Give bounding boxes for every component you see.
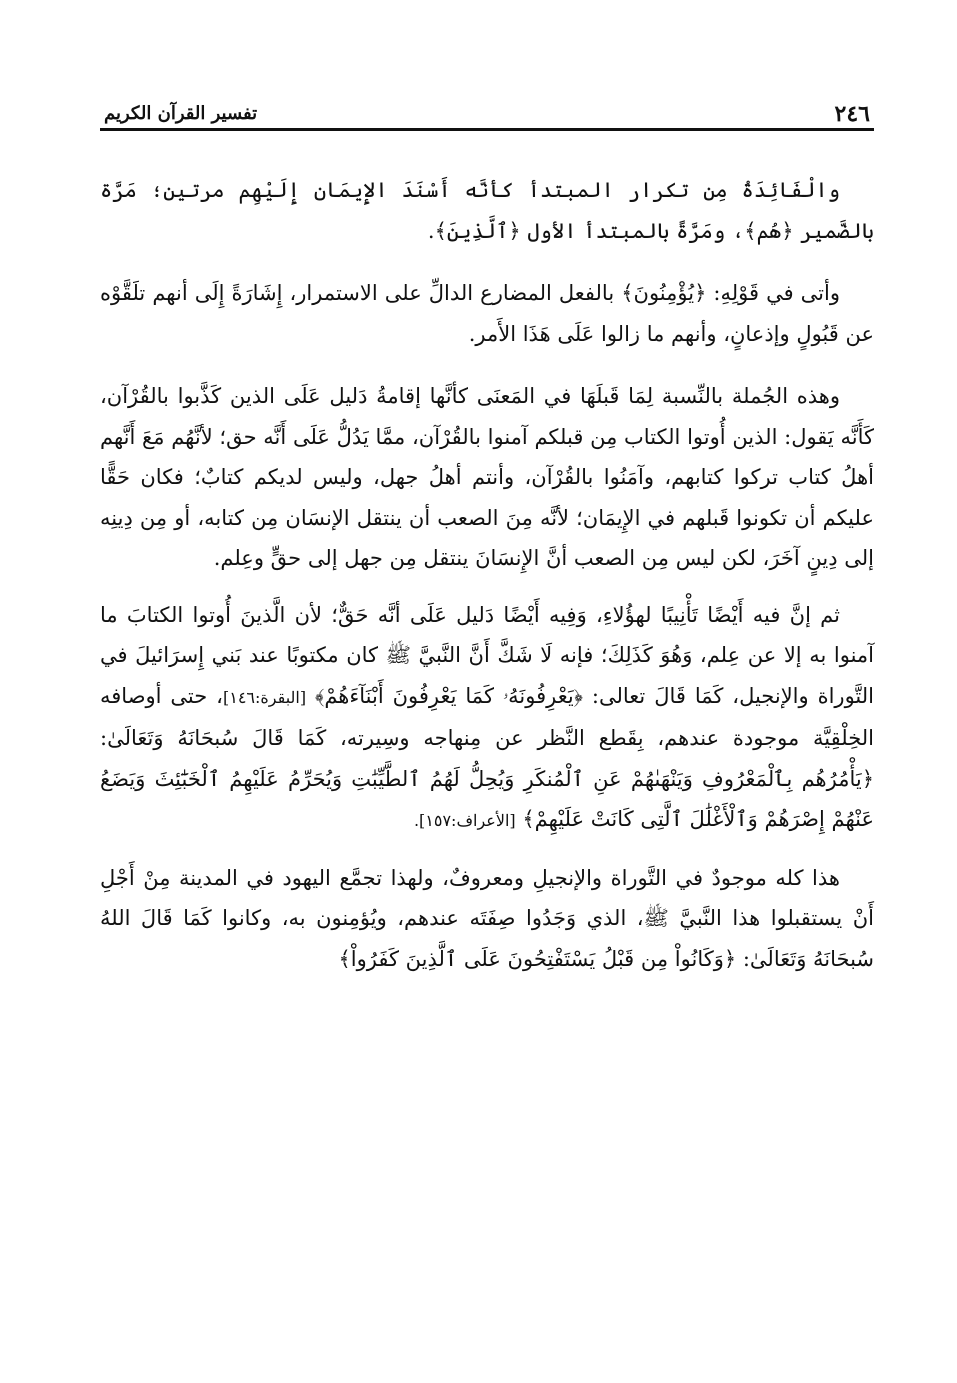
page-header — [100, 96, 874, 131]
running-title: تفسير القرآن الكريم — [104, 103, 258, 124]
paragraph-1: والْفَائِدَةُ مِن تكرار المبتدأ كأنَّه أَسْنَدَ الإِيمَان إِلَيْهِم مرتين؛ مَرَّة بالضَّمير ﴿هُم﴾، ومَرَّةً بالمبتدأ الأول ﴿ٱلَّذِينَ﴾. — [100, 178, 874, 243]
quran-citation-araf: [الأعراف:١٥٧]. — [413, 811, 516, 830]
quran-citation-baqarah: [البقرة:١٤٦] — [222, 687, 307, 707]
paragraph-3: وهذه الجُملة بالنِّسبة لِمَا قَبلَهَا في المَعنَى كأنَّها إقامةُ دَليل عَلَى الذين كَذَّبوا بالقُرْآن، كَأَنَّه يَقول: الذين أُوتوا الكتاب مِن قبلكم آمنوا بالقُرْآن، ممَّا يَدُلُّ عَلَى أَنَّه حق؛ لأنَّهُم مَعَ أَنَّهم أهلُ كتاب تركوا كتابهم، وآمَنُوا بالقُرْآن، وأنتم أهلُ جهل، وليس لديكم كتابٌ؛ فكان حَقًّا عليكم أن تكونوا قَبلهم في الإِيمَان؛ لأنَّه مِنَ الصعب أن ينتقل الإنسَان مِن كتابه، أو مِن دِينِه إلى دِينٍ آخَرَ، لكن ليس مِن الصعب أنَّ الإِنسَانَ ينتقل مِن جهل إلى حقٍّ وعِلم. — [100, 384, 874, 570]
paragraph-4 — [100, 595, 874, 842]
paragraph-4-text: ثم إنَّ فيه أَيْضًا تَأْنِيبًا لهؤُلاءِ، وَفِيه أَيْضًا دَليل عَلَى أنَّه حَقٌّ؛ لأن الَّذينَ أُوتوا الكتابَ ما آمنوا به إلا عن عِلم، وَهُوَ كَذَلِكَ؛ فإنه لَا شَكَّ أَنَّ النَّبيَّ ﷺ كان مكتوبًا عند بَني إِسرَائيلَ في التَّوراة والإنجيل، كَمَا قَالَ تعالى: ﴿يَعْرِفُونَهُۥ كَمَا يَعْرِفُونَ أَبْنَآءَهُمْ﴾ — [100, 602, 874, 708]
page-number: ٢٤٦ — [834, 101, 870, 127]
paragraph-5: هذا كله موجودٌ في التَّوراة والإنجيلِ ومعروفٌ، ولهذا تجمَّع اليهود في المدينة مِنْ أَجْلِ أَنْ يستقبلوا هذا النَّبيَّ ﷺ، الذي وَجَدُوا صِفَتَه عندهم، ويُؤمِنون به، وكانوا كَمَا قَالَ اللهُ سُبحَانَهُ وَتَعَالَىٰ: ﴿وَكَانُواْ مِن قَبْلُ يَسْتَفْتِحُونَ عَلَى ٱلَّذِينَ كَفَرُواْ﴾ — [100, 865, 874, 971]
paragraph-2: وأتى في قَوْلِهِ: ﴿يُؤْمِنُونَ﴾ بالفعل المضارع الدالِّ على الاستمرار، إِشَارَةً إِلَى أنهم تلَقَّوْه عن قَبُولٍ وإذعانٍ، وأنهم ما زالوا عَلَى هَذَا الأَمر. — [100, 281, 874, 346]
paragraph-4-continuation: ، حتى أوصافه الخِلْقِيَّة موجودة عندهم، بِقَطع النَّظر عن مِنهاجه وسِيرته، كَمَا قَالَ سُبحَانَهُ وَتَعَالَىٰ: ﴿يَأْمُرُهُم بِٱلْمَعْرُوفِ وَيَنْهَىٰهُمْ عَنِ ٱلْمُنكَرِ وَيُحِلُّ لَهُمُ ٱلطَّيِّبَٰتِ وَيُحَرِّمُ عَلَيْهِمُ ٱلْخَبَٰٓئِثَ وَيَضَعُ عَنْهُمْ إِصْرَهُمْ وَٱلْأَغْلَٰلَ ٱلَّتِى كَانَتْ عَلَيْهِمْ﴾ — [100, 683, 874, 831]
body-text — [100, 170, 874, 995]
